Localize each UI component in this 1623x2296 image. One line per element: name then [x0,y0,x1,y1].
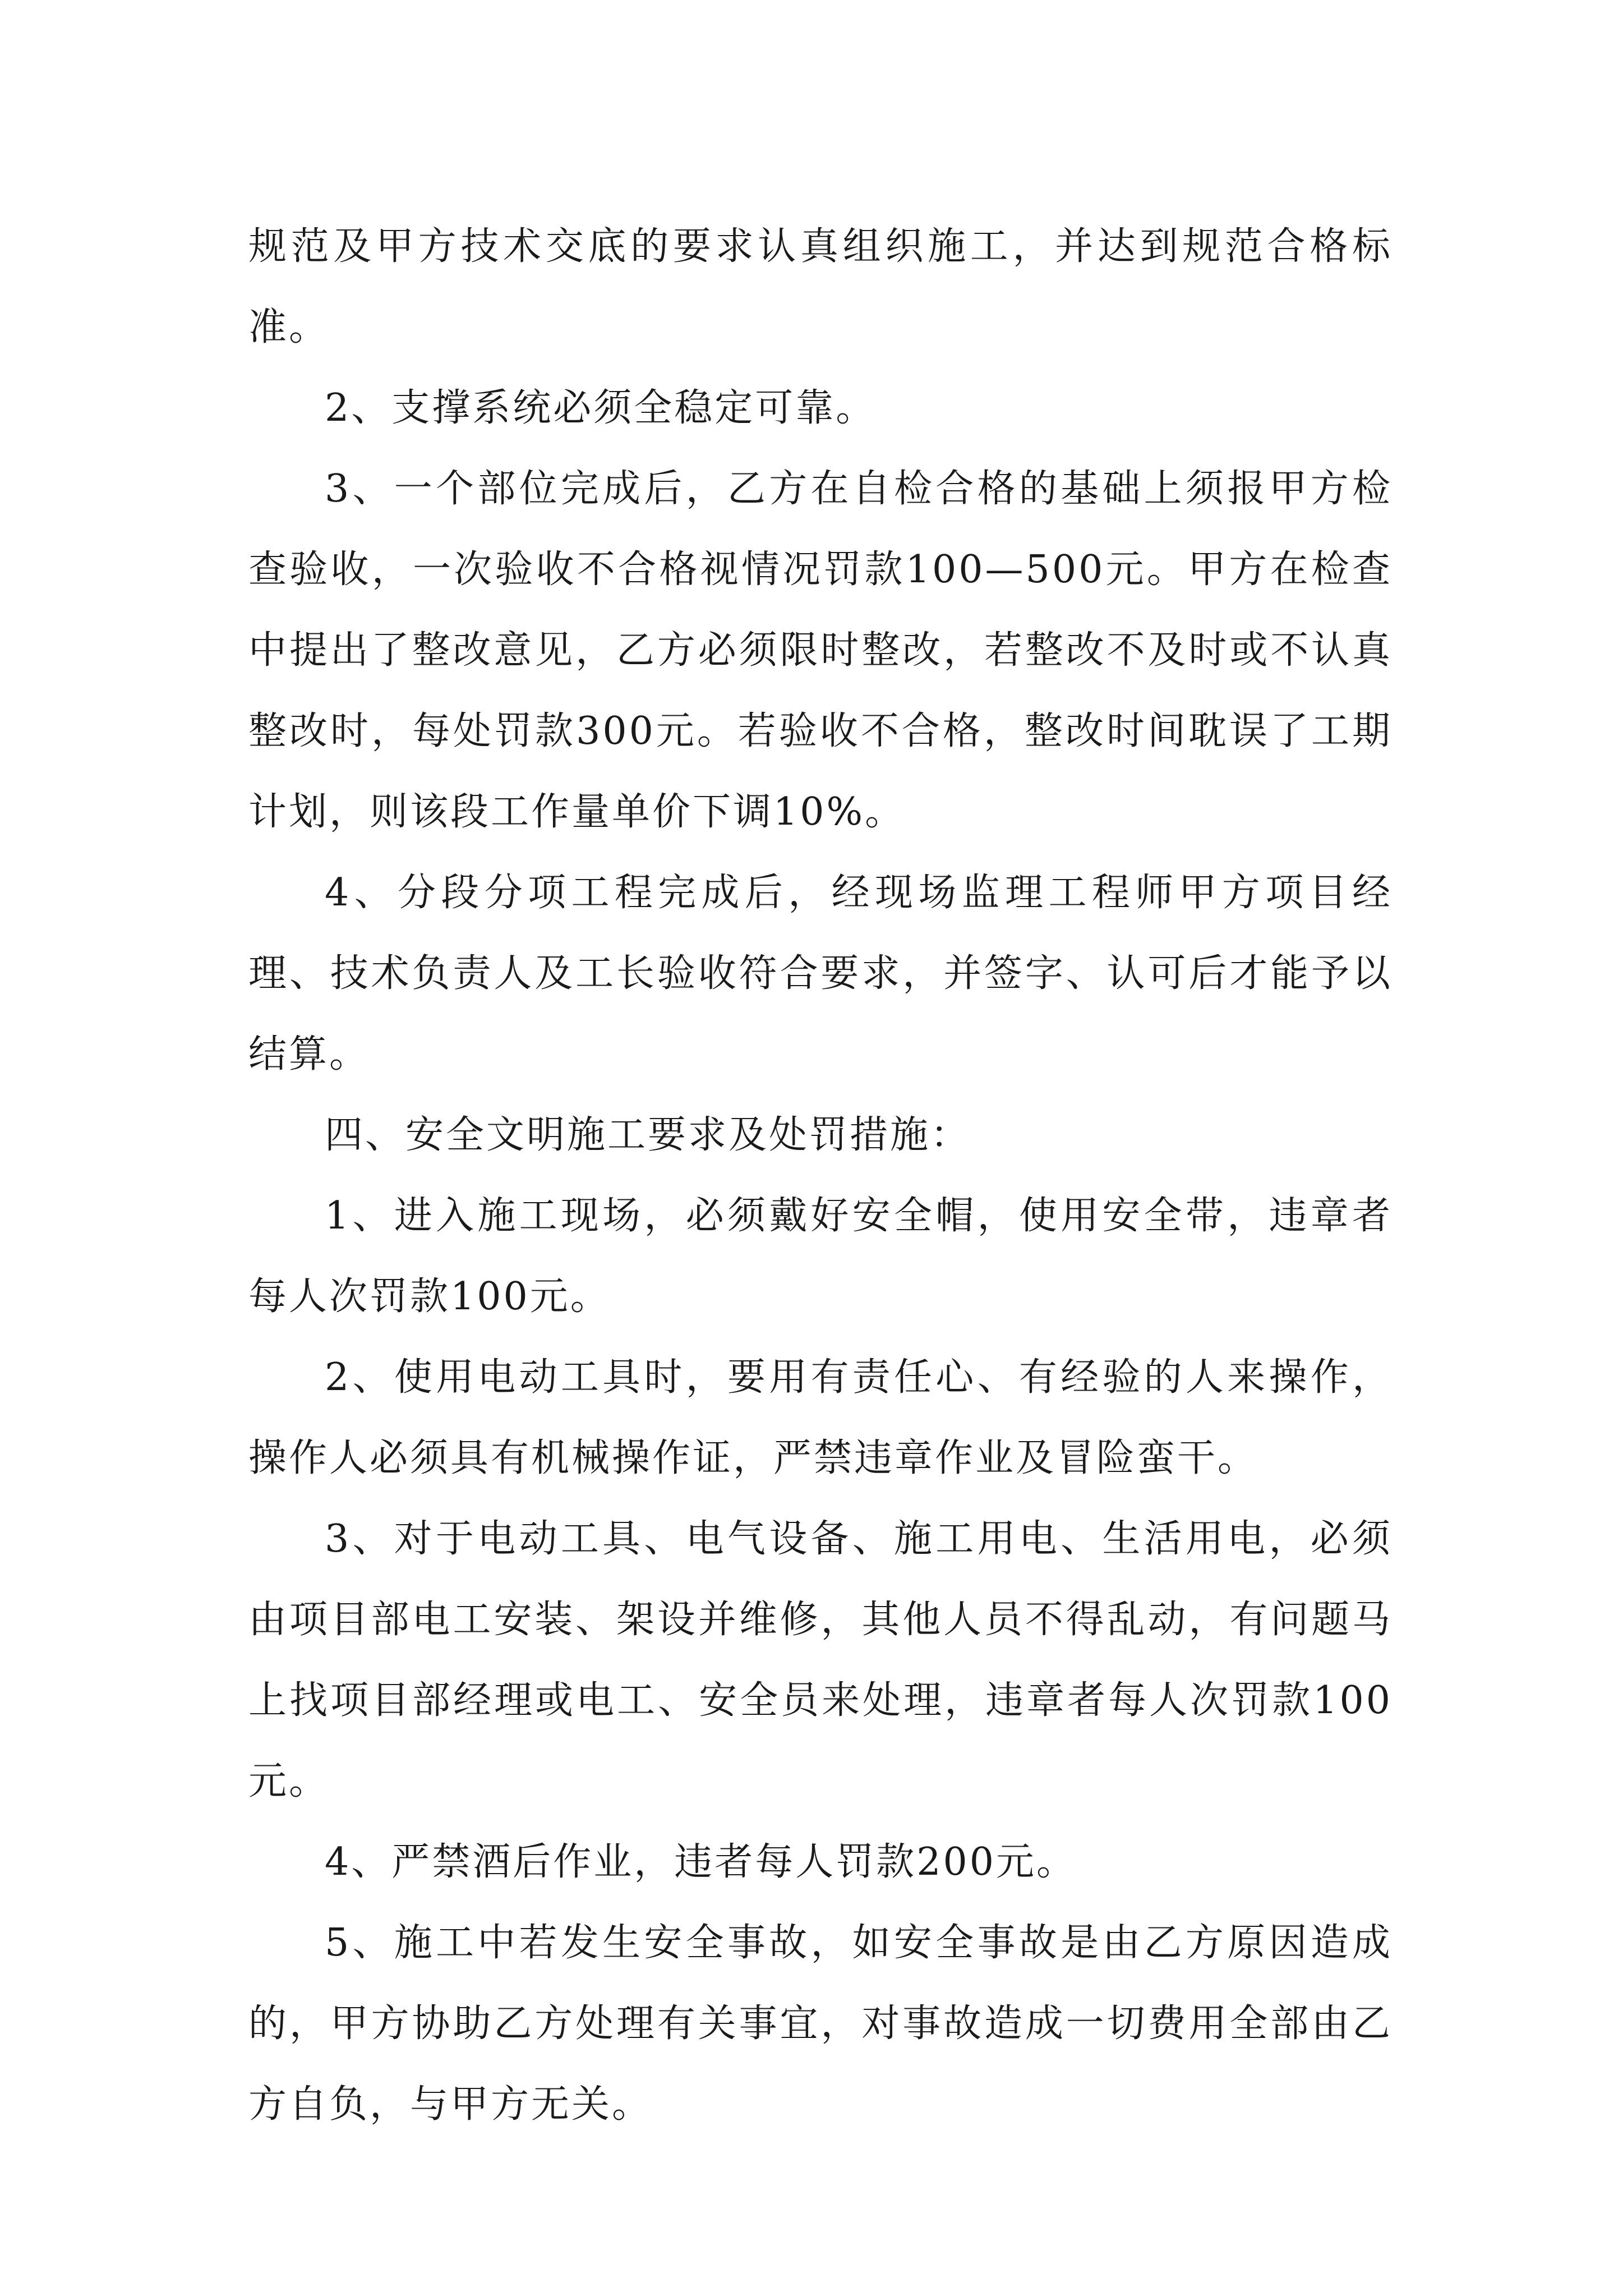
paragraph-safety-item-3: 3、对于电动工具、电气设备、施工用电、生活用电，必须由项目部电工安装、架设并维修，其他人员不得乱动，有问题马上找项目部经理或电工、安全员来处理，违章者每人次罚款100元。 [248,1517,1393,1803]
paragraph-safety-item-5: 5、施工中若发生安全事故，如安全事故是由乙方原因造成的，甲方协助乙方处理有关事宜，对事故造成一切费用全部由乙方自负，与甲方无关。 [248,1921,1393,2127]
paragraph-item-3-inspection: 3、一个部位完成后，乙方在自检合格的基础上须报甲方检查验收，一次验收不合格视情况罚款100—500元。甲方在检查中提出了整改意见，乙方必须限时整改，若整改不及时或不认真整改时，每处罚款300元。若验收不合格，整改时间耽误了工期计划，则该段工作量单价下调10%。 [248,467,1393,834]
paragraph-safety-item-4: 4、严禁酒后作业，违者每人罚款200元。 [325,1840,1077,1884]
section-heading-safety: 四、安全文明施工要求及处罚措施： [325,1113,971,1157]
document-body [248,206,1393,2145]
paragraph-item-4-settlement: 4、分段分项工程完成后，经现场监理工程师甲方项目经理、技术负责人及工长验收符合要求，并签字、认可后才能予以结算。 [248,871,1393,1076]
paragraph-item-2-support-system: 2、支撑系统必须全稳定可靠。 [325,386,877,430]
paragraph-safety-item-1: 1、进入施工现场，必须戴好安全帽，使用安全带，违章者每人次罚款100元。 [248,1194,1393,1319]
paragraph-safety-item-2: 2、使用电动工具时，要用有责任心、有经验的人来操作，操作人必须具有机械操作证，严禁违章作业及冒险蛮干。 [248,1355,1393,1480]
paragraph-continuation: 规范及甲方技术交底的要求认真组织施工，并达到规范合格标准。 [248,224,1393,349]
